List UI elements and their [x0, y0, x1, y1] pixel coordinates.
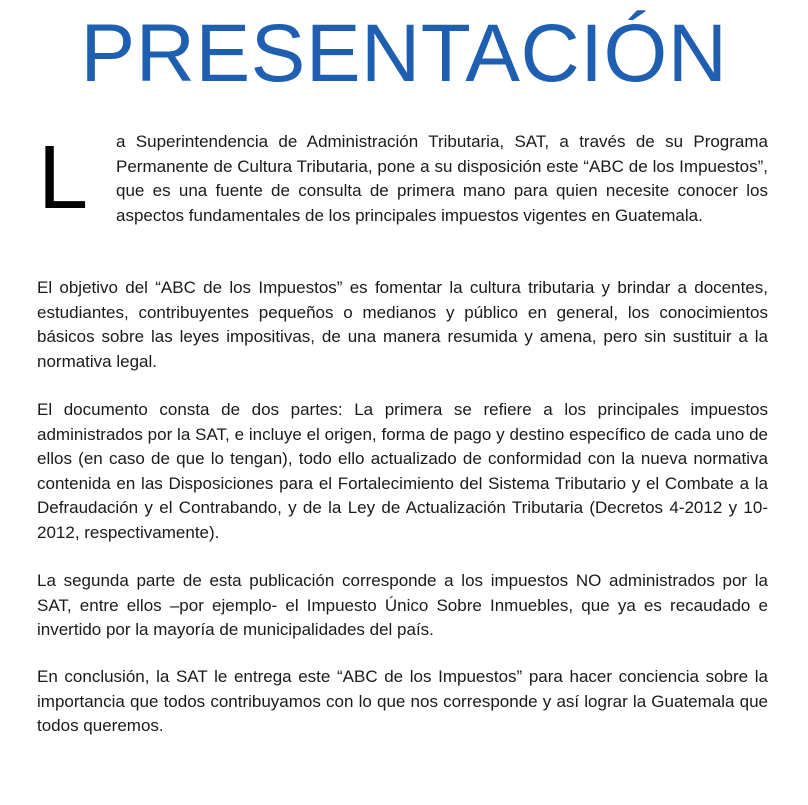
paragraph-part-one: El documento consta de dos partes: La primera se refiere a los principales impuestos administrados por la SAT, e incluye el origen, forma de pago y destino específico de cada uno de ellos (en caso de que lo tengan), todo ello actualizado de conformidad con la nueva normativa contenida en las Disposiciones para el Fortalecimiento del Sistema Tributario y el Combate a la Defraudación y el Contrabando, y de la Ley de Actualización Tributaria (Decretos 4-2012 y 10-2012, respectivamente). [37, 400, 768, 542]
paragraph-part-two: La segunda parte de esta publicación corresponde a los impuestos NO administrados por la SAT, entre ellos –por ejemplo- el Impuesto Único Sobre Inmuebles, que ya es recaudado e invertido por la mayoría de municipalidades del país. [37, 571, 768, 639]
page-title: PRESENTACIÓN [80, 8, 728, 99]
drop-cap-letter: L [38, 128, 89, 228]
paragraph-intro: a Superintendencia de Administración Tributaria, SAT, a través de su Programa Permanente de Cultura Tributaria, pone a su disposición este “ABC de los Impuestos”, que es una fuente de consulta de primera mano para quien necesite conocer los aspectos fundamentales de los principales impuestos vigentes en Guatemala. [116, 132, 768, 225]
paragraph-objective: El objetivo del “ABC de los Impuestos” es fomentar la cultura tributaria y brindar a docentes, estudiantes, contribuyentes pequeños o medianos y público en general, los conocimientos básicos sobre las leyes impositivas, de una manera resumida y amena, pero sin sustituir a la normativa legal. [37, 278, 768, 371]
paragraph-conclusion: En conclusión, la SAT le entrega este “ABC de los Impuestos” para hacer conciencia sobre la importancia que todos contribuyamos con lo que nos corresponde y así lograr la Guatemala que todos queremos. [37, 667, 768, 735]
